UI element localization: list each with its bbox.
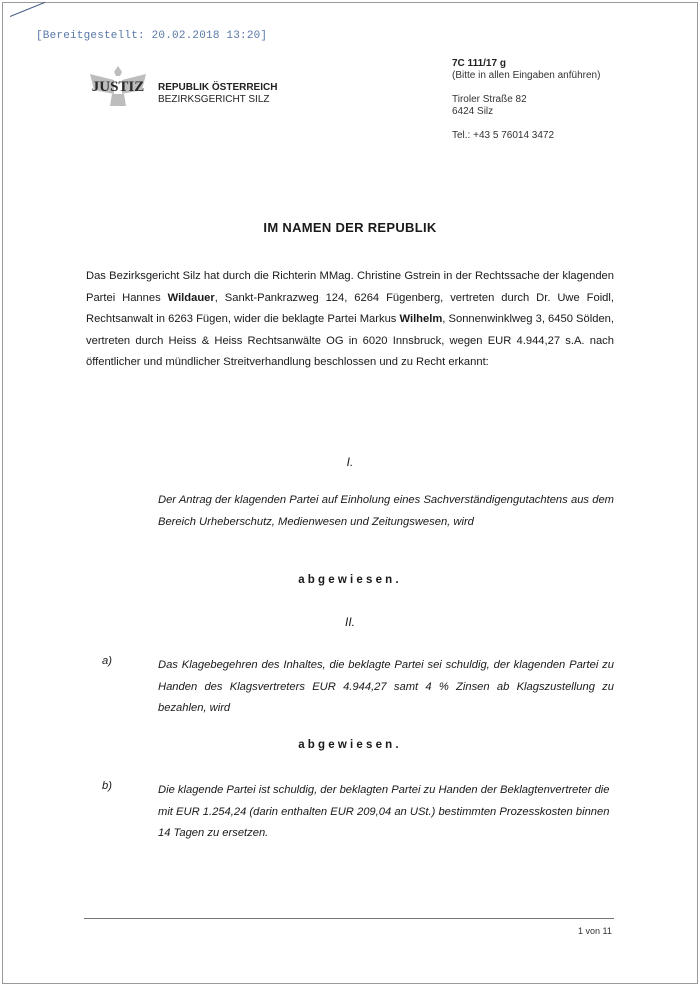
logo-text: JUSTIZ	[91, 79, 145, 95]
court-header	[158, 82, 277, 106]
section-one-numeral: I.	[346, 455, 354, 469]
court-city: 6424 Silz	[452, 106, 494, 117]
org-line1: REPUBLIK ÖSTERREICH	[158, 82, 278, 93]
reference-block	[452, 58, 600, 142]
intro-part1: Das Bezirksgericht Silz hat durch die Richterin MMag. Christine Gstrein in der Rechtssache der klagenden Partei Hannes	[86, 270, 614, 304]
provided-stamp: [Bereitgestellt: 20.02.2018 13:20]	[36, 30, 268, 42]
case-number-note: (Bitte in allen Eingaben anführen)	[452, 70, 601, 81]
item-b-text: Die klagende Partei ist schuldig, der beklagten Partei zu Handen der Beklagtenvertreter die mit EUR 1.254,24 (darin enthalten EUR 209,04 an USt.) bestimmten Prozesskosten binnen 14 Tagen zu ersetzen.	[158, 784, 610, 839]
item-a-label: a)	[102, 655, 112, 667]
page-number: 1 von 11	[578, 926, 612, 936]
section-two-numeral: II.	[344, 615, 355, 629]
section-one-verdict: abgewiesen.	[298, 574, 402, 586]
plaintiff-name: Wildauer	[167, 291, 215, 304]
eagle-icon	[86, 64, 150, 108]
intro-paragraph	[86, 266, 614, 374]
item-b-label: b)	[102, 780, 112, 792]
case-number: 7C 111/17 g	[452, 58, 506, 69]
justiz-logo	[86, 64, 150, 108]
intro-part2: , Sankt-Pankrazweg 124, 6264 Fügenberg, vertreten durch Dr. Uwe Foidl, Rechtsanwalt in 6263 Fügen, wider die beklagte Partei Markus	[86, 291, 614, 325]
item-a-verdict: abgewiesen.	[298, 739, 402, 751]
court-phone: Tel.: +43 5 76014 3472	[452, 130, 555, 141]
court-street: Tiroler Straße 82	[452, 94, 527, 105]
document-title: IM NAMEN DER REPUBLIK	[263, 220, 437, 235]
defendant-name: Wilhelm	[399, 313, 443, 325]
section-one-text: Der Antrag der klagenden Partei auf Einholung eines Sachverständigengutachtens aus dem Bereich Urheberschutz, Medienwesen und Zeitungswesen, wird	[158, 494, 614, 528]
item-a-text: Das Klagebegehren des Inhaltes, die beklagte Partei sei schuldig, der klagenden Partei zu Handen des Klagsvertreters EUR 4.944,27 samt 4 % Zinsen ab Klagszustellung zu bezahlen, wird	[158, 659, 614, 714]
intro-part3: , Sonnenwinklweg 3, 6450 Sölden, vertreten durch Heiss & Heiss Rechtsanwälte OG in 6020 Innsbruck, wegen EUR 4.944,27 s.A. nach öffentlicher und mündlicher Streitverhandlung beschlossen und zu Recht erkannt:	[86, 313, 614, 368]
footer-divider	[84, 918, 614, 919]
org-line2: BEZIRKSGERICHT SILZ	[158, 94, 270, 105]
